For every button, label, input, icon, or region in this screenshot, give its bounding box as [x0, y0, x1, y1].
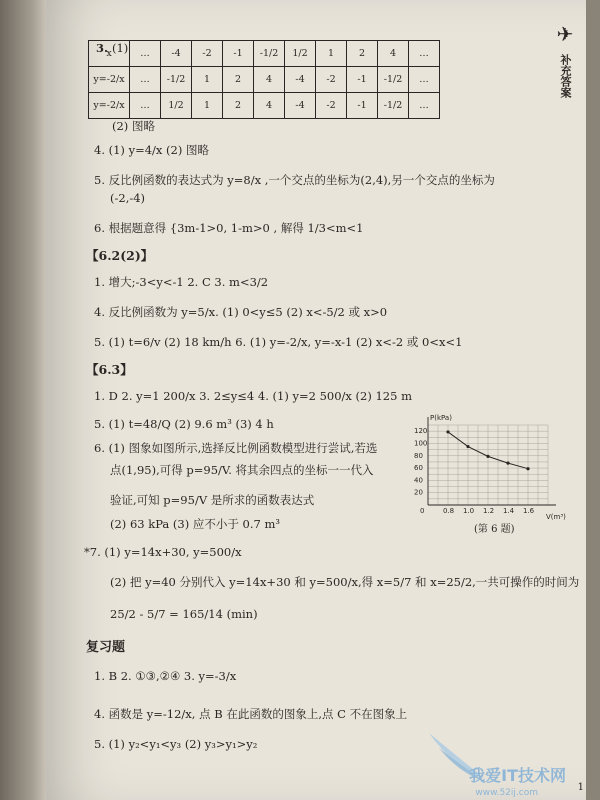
answer-q6: 6. 根据题意得 {3m-1>0, 1-m>0 , 解得 1/3<m<1 [94, 221, 364, 235]
answer-q4: 4. (1) y=4/x (2) 图略 [94, 143, 209, 157]
table-cell: -4 [285, 93, 316, 119]
chart-ylabel: P(kPa) [430, 414, 452, 422]
answer-6-3-6-cont2: 验证,可知 p=95/V 是所求的函数表达式 [110, 493, 315, 507]
q3-part1: (1) [112, 41, 129, 55]
x-tick-label: 0.8 [443, 507, 455, 515]
review-4: 4. 函数是 y=-12/x, 点 B 在此函数的图象上,点 C 不在图象上 [94, 707, 408, 721]
x-tick-label: 1.2 [483, 507, 495, 515]
table-cell: -1 [223, 41, 254, 67]
table-cell: … [130, 67, 161, 93]
table-cell: 4 [254, 67, 285, 93]
y-tick-label: 120 [414, 427, 428, 436]
q3-part2: (2) 图略 [112, 119, 155, 133]
table-cell: -2 [316, 67, 347, 93]
review-heading: 复习题 [86, 640, 126, 655]
watermark: 我爱IT技术网 [469, 766, 566, 785]
answer-6-3-6-cont: 点(1,95),可得 p=95/V. 将其余四点的坐标一一代入 [110, 463, 374, 477]
review-1: 1. B 2. ①③,②④ 3. y=-3/x [94, 669, 237, 683]
answer-6-3-1: 1. D 2. y=1 200/x 3. 2≤y≤4 4. (1) y=2 500/x (2) 125 m [94, 389, 412, 403]
table-cell: -1 [347, 67, 378, 93]
page-number: 1 [577, 782, 584, 793]
y-tick-label: 80 [414, 451, 423, 460]
table-row [89, 93, 440, 119]
y-tick-label: 40 [414, 476, 423, 485]
data-point [506, 462, 509, 465]
table-cell: 2 [223, 93, 254, 119]
x-tick-label: 1.6 [523, 507, 535, 515]
review-5: 5. (1) y₂<y₁<y₃ (2) y₃>y₁>y₂ [94, 737, 258, 751]
q3-number: 3. [96, 41, 109, 55]
side-label: ✈ 补充答案 [552, 24, 578, 98]
answer-6-3-7-part2: (2) 把 y=40 分别代入 y=14x+30 和 y=500/x,得 x=5/7 和 x=25/2,一共可操作的时间为 [110, 575, 580, 589]
data-point [486, 455, 489, 458]
bird-icon: ✈ [556, 22, 574, 46]
answer-6-3-7-calc: 25/2 - 5/7 = 165/14 (min) [110, 607, 258, 621]
watermark-url: www.52ij.com [475, 788, 538, 798]
table-row [89, 67, 440, 93]
value-table [88, 40, 440, 119]
section-6-2-2: 【6.2(2)】 [86, 248, 154, 263]
table-cell: … [409, 41, 440, 67]
y-tick-label: 60 [414, 464, 423, 473]
x-tick-label: 1.4 [503, 507, 515, 515]
table-cell: 1 [316, 41, 347, 67]
data-point [526, 467, 529, 470]
table-cell: -1 [347, 93, 378, 119]
section-6-3: 【6.3】 [86, 362, 133, 377]
table-cell: -1/2 [378, 93, 409, 119]
table-cell: … [409, 67, 440, 93]
table-cell: -1/2 [378, 67, 409, 93]
answer-6-2-1: 1. 增大;-3<y<-1 2. C 3. m<3/2 [94, 275, 269, 289]
answer-6-2-4: 4. 反比例函数为 y=5/x. (1) 0<y≤5 (2) x<-5/2 或 x>0 [94, 305, 388, 319]
table-cell: -1/2 [254, 41, 285, 67]
pressure-volume-chart [406, 413, 566, 521]
table-row [89, 41, 440, 67]
table-cell: 4 [378, 41, 409, 67]
data-point [446, 430, 449, 433]
data-point [466, 445, 469, 448]
chart-caption: (第 6 题) [474, 524, 515, 535]
answer-page [46, 0, 586, 800]
table-cell: 1/2 [285, 41, 316, 67]
table-cell: y=-2/x [89, 67, 130, 93]
answer-q5-cont: (-2,-4) [110, 191, 146, 205]
chart-ticks [414, 427, 535, 515]
answer-6-3-5: 5. (1) t=48/Q (2) 9.6 m³ (3) 4 h [94, 417, 274, 431]
table-cell: 2 [347, 41, 378, 67]
table-cell: x [89, 41, 130, 67]
table-cell: -4 [161, 41, 192, 67]
table-cell: … [130, 41, 161, 67]
table-cell: … [409, 93, 440, 119]
table-cell: -2 [192, 41, 223, 67]
x-tick-label: 1.0 [463, 507, 475, 515]
answer-q5: 5. 反比例函数的表达式为 y=8/x ,一个交点的坐标为(2,4),另一个交点的坐标为 [94, 173, 495, 187]
table-cell: 1/2 [161, 93, 192, 119]
table-cell: -1/2 [161, 67, 192, 93]
answer-6-3-6-part2: (2) 63 kPa (3) 应不小于 0.7 m³ [110, 517, 280, 531]
origin-label: 0 [420, 507, 425, 515]
book-spine [0, 0, 46, 800]
chart-axes [428, 417, 556, 505]
chart-xlabel: V(m³) [546, 513, 566, 521]
table-cell: y=-2/x [89, 93, 130, 119]
table-cell: 1 [192, 67, 223, 93]
chart-grid [428, 425, 548, 505]
answer-6-2-5: 5. (1) t=6/v (2) 18 km/h 6. (1) y=-2/x, y=-x-1 (2) x<-2 或 0<x<1 [94, 335, 463, 349]
answer-6-3-6: 6. (1) 图象如图所示,选择反比例函数模型进行尝试,若选 [94, 441, 378, 455]
y-tick-label: 100 [414, 439, 428, 448]
table-cell: 1 [192, 93, 223, 119]
answer-6-3-7: *7. (1) y=14x+30, y=500/x [84, 545, 242, 559]
table-cell: … [130, 93, 161, 119]
table-cell: 4 [254, 93, 285, 119]
table-cell: -2 [316, 93, 347, 119]
y-tick-label: 20 [414, 488, 423, 497]
table-cell: -4 [285, 67, 316, 93]
table-cell: 2 [223, 67, 254, 93]
